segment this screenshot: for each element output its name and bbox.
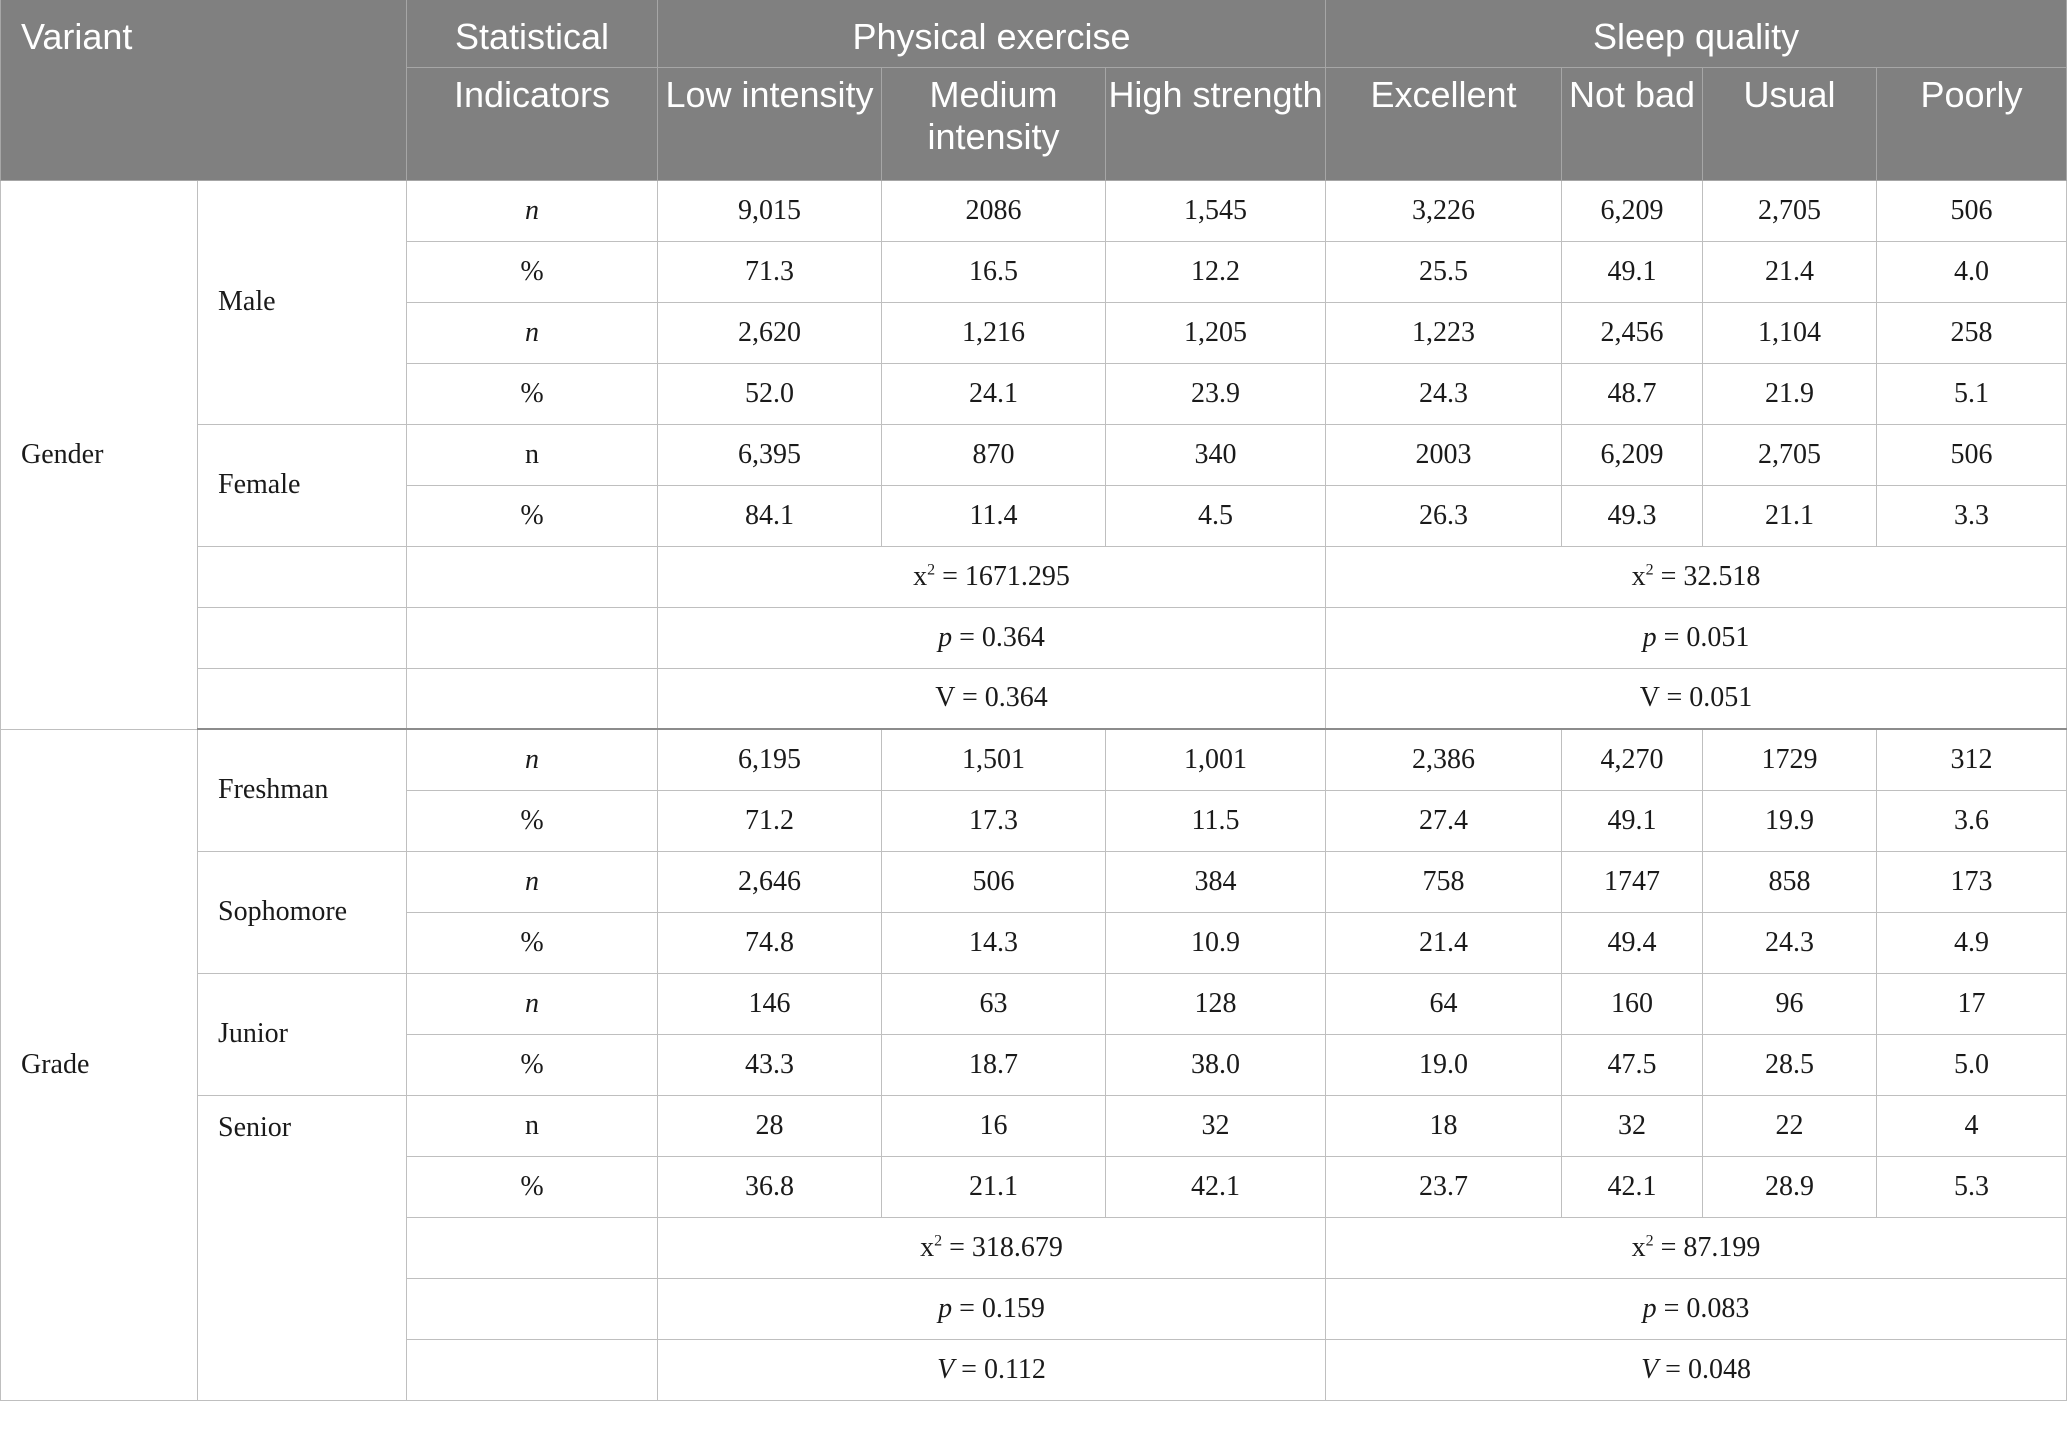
value-cell: 49.1 <box>1562 790 1703 851</box>
subgroup-label-sophomore: Sophomore <box>198 851 407 973</box>
indicator-cell: % <box>407 790 658 851</box>
header-statistical: Statistical <box>407 0 658 67</box>
value-cell: 5.1 <box>1877 363 2067 424</box>
value-cell: 21.4 <box>1703 241 1877 302</box>
header-excellent: Excellent <box>1326 67 1562 180</box>
value-cell: 49.1 <box>1562 241 1703 302</box>
empty-cell <box>407 668 658 729</box>
value-cell: 24.3 <box>1326 363 1562 424</box>
value-cell: 128 <box>1106 973 1326 1034</box>
value-cell: 17.3 <box>882 790 1106 851</box>
value-cell: 38.0 <box>1106 1034 1326 1095</box>
value-cell: 23.9 <box>1106 363 1326 424</box>
group-label-grade: Grade <box>1 729 198 1400</box>
value-cell: 2,456 <box>1562 302 1703 363</box>
value-cell: 1,205 <box>1106 302 1326 363</box>
indicator-cell: n <box>407 424 658 485</box>
value-cell: 32 <box>1106 1095 1326 1156</box>
empty-cell <box>198 607 407 668</box>
value-cell: 21.1 <box>1703 485 1877 546</box>
indicator-cell: n <box>407 1095 658 1156</box>
value-cell: 48.7 <box>1562 363 1703 424</box>
value-cell: 19.9 <box>1703 790 1877 851</box>
value-cell: 2,705 <box>1703 424 1877 485</box>
table-row <box>1 668 2067 729</box>
indicator-cell: % <box>407 1156 658 1217</box>
empty-cell <box>198 546 407 607</box>
value-cell: 25.5 <box>1326 241 1562 302</box>
value-cell: 3.6 <box>1877 790 2067 851</box>
cramers-v-sleep: V = 0.048 <box>1326 1339 2067 1400</box>
value-cell: 4.5 <box>1106 485 1326 546</box>
header-poorly: Poorly <box>1877 67 2067 180</box>
value-cell: 16 <box>882 1095 1106 1156</box>
value-cell: 6,395 <box>658 424 882 485</box>
value-cell: 2,386 <box>1326 729 1562 790</box>
p-value-exercise: p = 0.159 <box>658 1278 1326 1339</box>
indicator-cell: % <box>407 485 658 546</box>
value-cell: 6,195 <box>658 729 882 790</box>
value-cell: 18.7 <box>882 1034 1106 1095</box>
header-high-strength: High strength <box>1106 67 1326 180</box>
value-cell: 26.3 <box>1326 485 1562 546</box>
header-sleep-quality: Sleep quality <box>1326 0 2067 67</box>
value-cell: 24.1 <box>882 363 1106 424</box>
value-cell: 1,545 <box>1106 180 1326 241</box>
value-cell: 12.2 <box>1106 241 1326 302</box>
value-cell: 1,104 <box>1703 302 1877 363</box>
value-cell: 2,620 <box>658 302 882 363</box>
value-cell: 2003 <box>1326 424 1562 485</box>
cramers-v-exercise: V = 0.364 <box>658 668 1326 729</box>
value-cell: 84.1 <box>658 485 882 546</box>
indicator-cell: n <box>407 729 658 790</box>
empty-cell <box>198 668 407 729</box>
cramers-v-exercise: V = 0.112 <box>658 1339 1326 1400</box>
value-cell: 9,015 <box>658 180 882 241</box>
indicator-cell: n <box>407 851 658 912</box>
chi-square-sleep: $x^2 = 87.199$ <box>1326 1217 2067 1278</box>
value-cell: 258 <box>1877 302 2067 363</box>
indicator-cell: % <box>407 1034 658 1095</box>
indicator-cell: n <box>407 180 658 241</box>
table-row <box>1 607 2067 668</box>
header-physical-exercise: Physical exercise <box>658 0 1326 67</box>
value-cell: 27.4 <box>1326 790 1562 851</box>
indicator-cell: n <box>407 302 658 363</box>
header-indicators: Indicators <box>407 67 658 180</box>
value-cell: 1,223 <box>1326 302 1562 363</box>
value-cell: 5.3 <box>1877 1156 2067 1217</box>
header-low-intensity: Low intensity <box>658 67 882 180</box>
value-cell: 74.8 <box>658 912 882 973</box>
value-cell: 18 <box>1326 1095 1562 1156</box>
value-cell: 43.3 <box>658 1034 882 1095</box>
table-row <box>1 1095 2067 1156</box>
indicator-cell: % <box>407 363 658 424</box>
value-cell: 64 <box>1326 973 1562 1034</box>
value-cell: 2,646 <box>658 851 882 912</box>
value-cell: 506 <box>1877 180 2067 241</box>
value-cell: 858 <box>1703 851 1877 912</box>
header-not-bad: Not bad <box>1562 67 1703 180</box>
value-cell: 312 <box>1877 729 2067 790</box>
subgroup-label-junior: Junior <box>198 973 407 1095</box>
value-cell: 6,209 <box>1562 424 1703 485</box>
group-label-gender: Gender <box>1 180 198 729</box>
header-medium-intensity: Medium intensity <box>882 67 1106 180</box>
empty-cell <box>407 1278 658 1339</box>
subgroup-label-senior: Senior <box>198 1095 407 1400</box>
cramers-v-sleep: V = 0.051 <box>1326 668 2067 729</box>
value-cell: 23.7 <box>1326 1156 1562 1217</box>
value-cell: 4,270 <box>1562 729 1703 790</box>
value-cell: 16.5 <box>882 241 1106 302</box>
value-cell: 42.1 <box>1562 1156 1703 1217</box>
value-cell: 17 <box>1877 973 2067 1034</box>
table-row <box>1 729 2067 790</box>
value-cell: 870 <box>882 424 1106 485</box>
table-row <box>1 973 2067 1034</box>
value-cell: 28 <box>658 1095 882 1156</box>
value-cell: 22 <box>1703 1095 1877 1156</box>
value-cell: 19.0 <box>1326 1034 1562 1095</box>
value-cell: 506 <box>882 851 1106 912</box>
value-cell: 1,501 <box>882 729 1106 790</box>
value-cell: 11.5 <box>1106 790 1326 851</box>
value-cell: 1729 <box>1703 729 1877 790</box>
value-cell: 49.4 <box>1562 912 1703 973</box>
empty-cell <box>407 1339 658 1400</box>
chi-square-exercise: $x^2 = 1671.295$ <box>658 546 1326 607</box>
empty-cell <box>407 546 658 607</box>
value-cell: 21.4 <box>1326 912 1562 973</box>
p-value-sleep: p = 0.051 <box>1326 607 2067 668</box>
value-cell: 24.3 <box>1703 912 1877 973</box>
value-cell: 5.0 <box>1877 1034 2067 1095</box>
value-cell: 2,705 <box>1703 180 1877 241</box>
indicator-cell: % <box>407 241 658 302</box>
value-cell: 63 <box>882 973 1106 1034</box>
value-cell: 28.9 <box>1703 1156 1877 1217</box>
value-cell: 146 <box>658 973 882 1034</box>
value-cell: 506 <box>1877 424 2067 485</box>
value-cell: 1,001 <box>1106 729 1326 790</box>
p-value-sleep: p = 0.083 <box>1326 1278 2067 1339</box>
value-cell: 32 <box>1562 1095 1703 1156</box>
value-cell: 14.3 <box>882 912 1106 973</box>
value-cell: 21.1 <box>882 1156 1106 1217</box>
value-cell: 2086 <box>882 180 1106 241</box>
value-cell: 340 <box>1106 424 1326 485</box>
value-cell: 1,216 <box>882 302 1106 363</box>
value-cell: 758 <box>1326 851 1562 912</box>
value-cell: 1747 <box>1562 851 1703 912</box>
value-cell: 3.3 <box>1877 485 2067 546</box>
table-row <box>1 546 2067 607</box>
value-cell: 4 <box>1877 1095 2067 1156</box>
p-value-exercise: p = 0.364 <box>658 607 1326 668</box>
value-cell: 49.3 <box>1562 485 1703 546</box>
subgroup-label-female: Female <box>198 424 407 546</box>
header-usual: Usual <box>1703 67 1877 180</box>
subgroup-label-freshman: Freshman <box>198 729 407 851</box>
value-cell: 10.9 <box>1106 912 1326 973</box>
subgroup-label-male: Male <box>198 180 407 424</box>
value-cell: 11.4 <box>882 485 1106 546</box>
table-row <box>1 424 2067 485</box>
value-cell: 4.0 <box>1877 241 2067 302</box>
value-cell: 52.0 <box>658 363 882 424</box>
value-cell: 173 <box>1877 851 2067 912</box>
value-cell: 47.5 <box>1562 1034 1703 1095</box>
value-cell: 28.5 <box>1703 1034 1877 1095</box>
value-cell: 3,226 <box>1326 180 1562 241</box>
table-row <box>1 180 2067 241</box>
value-cell: 42.1 <box>1106 1156 1326 1217</box>
value-cell: 384 <box>1106 851 1326 912</box>
value-cell: 21.9 <box>1703 363 1877 424</box>
header-row-1 <box>1 0 2067 67</box>
value-cell: 36.8 <box>658 1156 882 1217</box>
indicator-cell: n <box>407 973 658 1034</box>
empty-cell <box>407 607 658 668</box>
empty-cell <box>407 1217 658 1278</box>
value-cell: 96 <box>1703 973 1877 1034</box>
value-cell: 160 <box>1562 973 1703 1034</box>
value-cell: 71.3 <box>658 241 882 302</box>
table-row <box>1 851 2067 912</box>
indicator-cell: % <box>407 912 658 973</box>
value-cell: 4.9 <box>1877 912 2067 973</box>
chi-square-sleep: $x^2 = 32.518$ <box>1326 546 2067 607</box>
value-cell: 71.2 <box>658 790 882 851</box>
header-variant: Variant <box>1 0 407 180</box>
value-cell: 6,209 <box>1562 180 1703 241</box>
chi-square-exercise: $x^2 = 318.679$ <box>658 1217 1326 1278</box>
